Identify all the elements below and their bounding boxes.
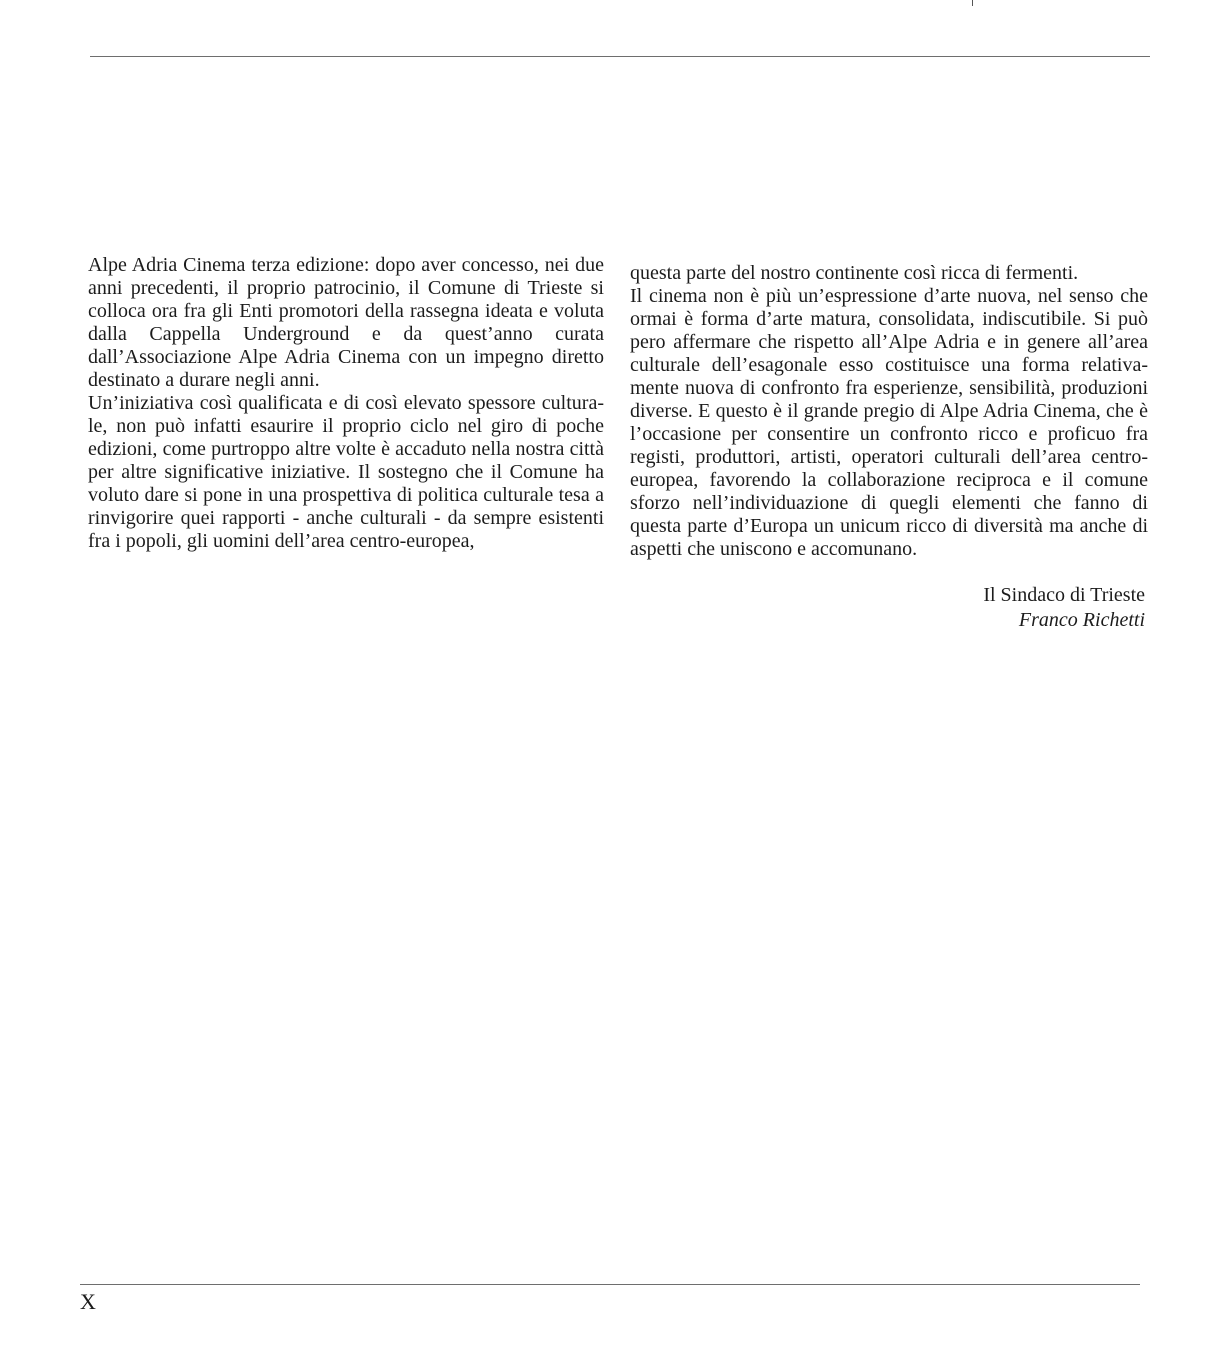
footer-rule: [80, 1284, 1140, 1285]
right-text-column: [630, 262, 1148, 561]
top-edge-mark: [972, 0, 973, 6]
page-number: X: [80, 1289, 96, 1314]
paragraph: Un’iniziativa così qualificata e di così elevato spessore culturale, non può infatti esaurire il proprio ciclo nel giro di poche edizioni, come purtroppo altre volte è accaduto nella nostra città per altre significative iniziative. Il sostegno che il Comune ha voluto dare si pone in una prospettiva di politica culturale tesa a rinvigorire quei rapporti - anche culturali - da sempre esistenti fra i popoli, gli uomini dell’area centro-europea,: [88, 392, 604, 552]
signatory-role: Il Sindaco di Trieste: [983, 584, 1145, 606]
signatory-name: Franco Richetti: [1018, 609, 1145, 631]
header-rule: [90, 56, 1150, 57]
signature-block: [725, 583, 1145, 633]
paragraph: questa parte del nostro continente così ricca di fermenti.: [630, 262, 1079, 284]
paragraph: Il cinema non è più un’espressione d’arte nuova, nel senso che ormai è forma d’arte matura, consolidata, indiscutibile. Si può pero affermare che rispetto all’Alpe Adria e in genere all’area culturale dell’esagonale esso costituisce una forma relativamente nuova di confronto fra esperienze, sensibilità, produzioni diverse. E questo è il grande pregio di Alpe Adria Cinema, che è l’occasione per consentire un confronto ricco e proficuo fra registi, produttori, artisti, operatori culturali dell’area centro-europea, favorendo la collaborazione reciproca e il comune sforzo nell’individuazione di quegli elementi che fanno di questa parte d’Europa un unicum ricco di diversità ma anche di aspetti che uniscono e accomunano.: [630, 285, 1148, 560]
paragraph: Alpe Adria Cinema terza edizione: dopo aver concesso, nei due anni precedenti, il proprio patrocinio, il Comune di Trieste si colloca ora fra gli Enti promotori della rassegna ideata e voluta dalla Cappella Underground e da quest’anno curata dall’Associazione Alpe Adria Cinema con un impegno diretto destinato a durare negli anni.: [88, 254, 604, 391]
left-text-column: [88, 254, 604, 553]
